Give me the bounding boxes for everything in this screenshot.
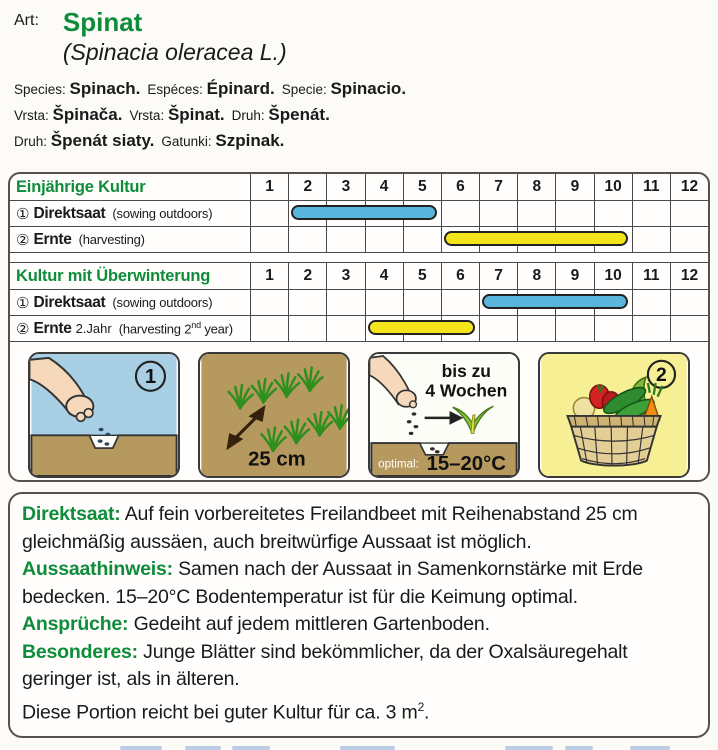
calendar-row — [10, 289, 708, 315]
calendar-row — [10, 200, 708, 226]
calendar-row — [10, 226, 708, 252]
species-name-pair: Specie: Spinacio. — [281, 79, 407, 98]
month-cell — [365, 227, 403, 252]
month-header: 3 — [326, 174, 364, 200]
month-header: 10 — [594, 263, 632, 289]
panel-germination — [368, 352, 520, 478]
panel-sowing — [28, 352, 180, 478]
species-title: Spinat — [62, 7, 143, 37]
info-paragraph: Diese Portion reicht bei guter Kultur für ca. 3 $m^2$. — [22, 699, 430, 723]
illustration-panels — [10, 342, 708, 479]
month-header: 1 — [250, 263, 288, 289]
month-header: 4 — [365, 174, 403, 200]
info-lead: Ansprüche: — [22, 613, 129, 635]
month-cell — [670, 290, 708, 315]
calendar-tables — [10, 174, 708, 342]
row-spacing-illustration — [200, 354, 348, 476]
row-number-icon: ② — [16, 319, 30, 338]
month-cell — [326, 290, 364, 315]
cultivation-info-box — [8, 492, 710, 738]
month-cell — [365, 290, 403, 315]
species-line — [14, 76, 718, 102]
month-header: 12 — [670, 174, 708, 200]
month-cell — [517, 201, 555, 226]
month-cell — [632, 316, 670, 341]
sowing-hand-illustration — [30, 354, 178, 476]
month-header: 9 — [555, 174, 593, 200]
species-name-pair: Druh: Špenát siaty. — [14, 131, 155, 150]
panel-row-spacing — [198, 352, 350, 478]
row-sublabel: (sowing outdoors) — [112, 206, 213, 221]
optimal-temperature: 15–20°C — [426, 453, 506, 476]
month-header: 9 — [555, 263, 593, 289]
month-cell — [288, 290, 326, 315]
month-header: 6 — [441, 263, 479, 289]
yellow-period-bar — [368, 320, 476, 335]
month-header: 12 — [670, 263, 708, 289]
month-cell — [326, 316, 364, 341]
header — [0, 0, 718, 66]
row-sublabel: (harvesting 2nd year) — [118, 320, 233, 337]
species-name-pair: Species: Spinach. — [14, 79, 141, 98]
weeks-line1: bis zu — [441, 361, 491, 382]
title-block — [63, 8, 287, 66]
svg-text:1: 1 — [144, 366, 157, 389]
month-cell — [670, 316, 708, 341]
svg-text:2: 2 — [656, 364, 667, 387]
calendar-row — [10, 315, 708, 341]
calendar-table — [10, 262, 708, 342]
month-cell — [594, 201, 632, 226]
month-header: 7 — [479, 263, 517, 289]
yellow-period-bar — [444, 231, 628, 246]
month-cell — [250, 290, 288, 315]
row-sublabel: (harvesting) — [78, 232, 145, 247]
species-line — [14, 102, 718, 128]
calendar-table — [10, 174, 708, 253]
month-header: 2 — [288, 174, 326, 200]
panel-harvest — [538, 352, 690, 478]
info-paragraph: Besonderes: Junge Blätter sind bekömmlicher, da der Oxalsäuregehalt geringer ist, als in älteren. — [22, 640, 628, 690]
row-label: Direktsaat — [33, 293, 106, 311]
month-header: 8 — [517, 174, 555, 200]
month-cell — [326, 227, 364, 252]
month-cell — [250, 227, 288, 252]
species-names-block — [0, 66, 718, 154]
species-name-pair: Vrsta: Špinača. — [14, 105, 123, 124]
row-number-icon: ② — [16, 230, 30, 249]
spacing-caption: 25 cm — [248, 448, 306, 471]
table-title: Einjährige Kultur — [16, 177, 146, 196]
month-cell — [250, 201, 288, 226]
info-paragraph: Direktsaat: Auf fein vorbereitetes Freilandbeet mit Reihenabstand 25 cm gleichmäßig aussäen, auch breitwürfige Aussaat ist möglich. — [22, 503, 638, 553]
month-header: 11 — [632, 174, 670, 200]
month-cell — [441, 201, 479, 226]
info-paragraph: Aussaathinweis: Samen nach der Aussaat in Samenkornstärke mit Erde bedecken. 15–20°C Bodentemperatur ist für die Keimung optimal. — [22, 558, 643, 608]
optimal-label: optimal: — [378, 457, 419, 471]
species-name-pair: Gatunki: Szpinak. — [161, 131, 285, 150]
weeks-line2: 4 Wochen — [425, 380, 508, 401]
row-label: Ernte — [33, 230, 72, 248]
latin-name: (Spinacia oleracea L.) — [62, 39, 287, 65]
row-number-icon: ① — [16, 293, 30, 312]
row-number-icon: ① — [16, 204, 30, 223]
month-cell — [479, 201, 517, 226]
month-cell — [555, 201, 593, 226]
harvest-basket-illustration — [540, 354, 688, 476]
month-cell — [632, 201, 670, 226]
month-cell — [479, 316, 517, 341]
species-name-pair: Espéces: Épinard. — [147, 79, 275, 98]
cut-off-blue-strip — [40, 745, 718, 750]
month-cell — [670, 227, 708, 252]
month-header: 7 — [479, 174, 517, 200]
month-cell — [670, 201, 708, 226]
row-sublabel: (sowing outdoors) — [112, 295, 213, 310]
info-lead: Besonderes: — [22, 640, 138, 663]
row-extra: 2.Jahr — [75, 321, 112, 336]
month-cell — [250, 316, 288, 341]
month-header: 5 — [403, 263, 441, 289]
month-header: 10 — [594, 174, 632, 200]
basket-icon — [568, 416, 661, 466]
row-label: Ernte — [33, 319, 72, 337]
table-title: Kultur mit Überwinterung — [16, 266, 211, 285]
month-header: 2 — [288, 263, 326, 289]
month-cell — [288, 316, 326, 341]
month-cell — [441, 290, 479, 315]
month-header: 3 — [326, 263, 364, 289]
month-cell — [403, 227, 441, 252]
species-name-pair: Druh: Špenát. — [231, 105, 330, 124]
germination-illustration — [370, 354, 518, 476]
blue-period-bar — [291, 205, 437, 220]
info-lead: Direktsaat: — [22, 503, 121, 525]
blue-period-bar — [482, 294, 628, 309]
month-header: 1 — [250, 174, 288, 200]
row-label: Direktsaat — [33, 204, 106, 222]
month-header: 4 — [365, 263, 403, 289]
month-cell — [594, 316, 632, 341]
month-header: 11 — [632, 263, 670, 289]
species-name-pair: Vrsta: Špinat. — [129, 105, 225, 124]
month-header: 5 — [403, 174, 441, 200]
species-line — [14, 128, 718, 154]
month-header: 8 — [517, 263, 555, 289]
month-cell — [517, 316, 555, 341]
month-cell — [288, 227, 326, 252]
art-label: Art: — [14, 12, 39, 29]
month-header: 6 — [441, 174, 479, 200]
info-lead: Aussaathinweis: — [22, 558, 173, 580]
month-cell — [555, 316, 593, 341]
month-cell — [403, 290, 441, 315]
info-paragraph: Ansprüche: Gedeiht auf jedem mittleren Gartenboden. — [22, 613, 490, 635]
calendar-illustrations-box — [8, 172, 710, 482]
month-cell — [632, 227, 670, 252]
month-cell — [632, 290, 670, 315]
